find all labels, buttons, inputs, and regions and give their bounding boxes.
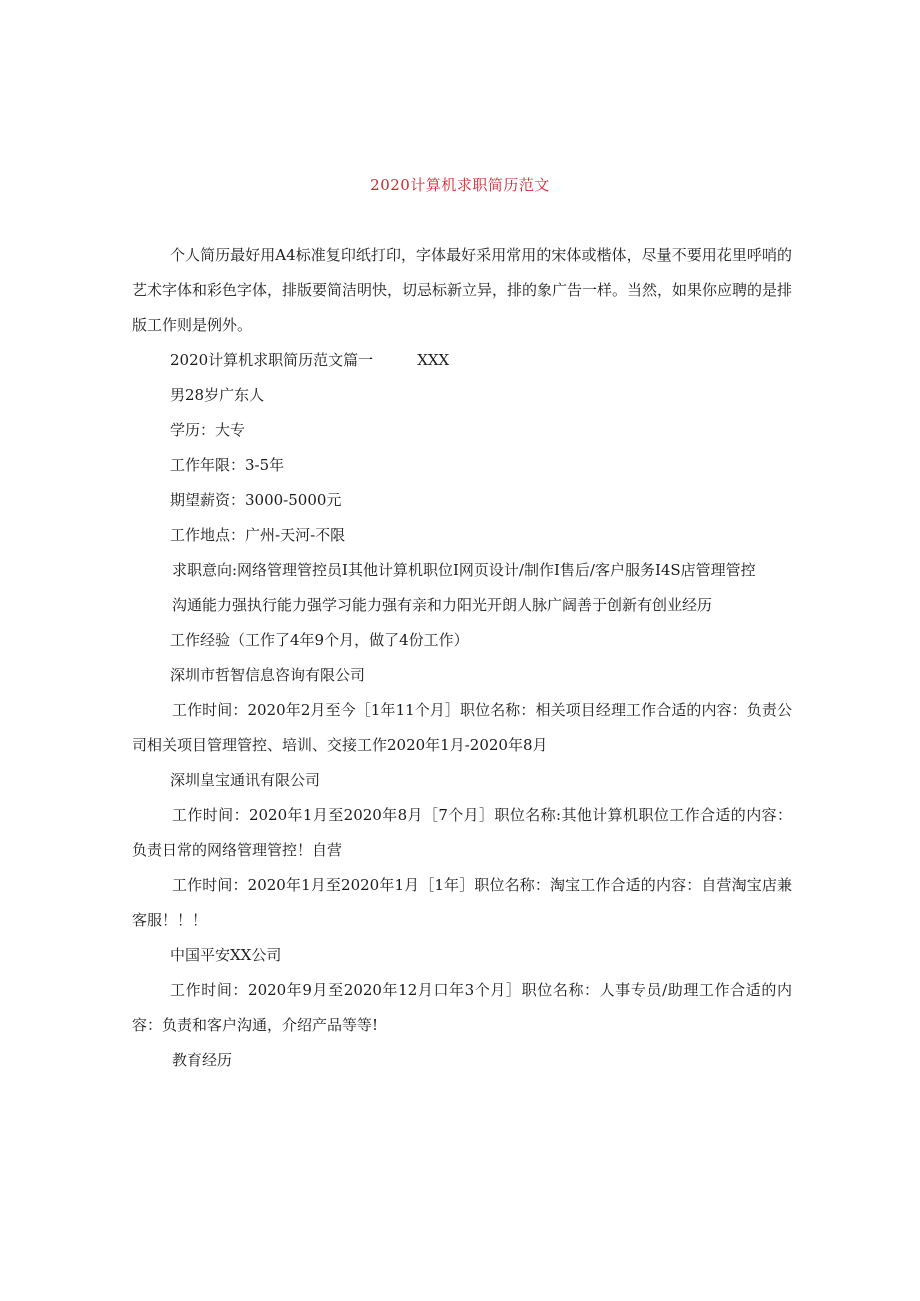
job-1: 工作时间：2020年2月至今［1年11个月］职位名称：相关项目经理工作合适的内容：负责公司相关项目管理管控、培训、交接工作2020年1月-2020年8月 xyxy=(132,701,792,754)
job-2: 工作时间：2020年1月至2020年8月［7个月］职位名称:其他计算机职位工作合适的内容：负责日常的网络管理管控！自营 xyxy=(132,806,792,859)
job-intent: 求职意向:网络管理管控员I其他计算机职位I网页设计/制作I售后/客户服务I4S店管理管控 xyxy=(172,561,756,579)
section-title: 2020计算机求职简历范文篇一 xyxy=(170,351,374,369)
work-years: 工作年限：3-5年 xyxy=(170,456,285,474)
work-location: 工作地点：广州-天河-不限 xyxy=(170,526,346,544)
education-heading: 教育经历 xyxy=(172,1051,233,1069)
education-level: 学历：大专 xyxy=(170,421,246,439)
job-4: 工作时间：2020年9月至2020年12月口年3个月］职位名称：人事专员/助理工作合适的内容：负责和客户沟通，介绍产品等等! xyxy=(132,981,792,1034)
company-3: 中国平安XX公司 xyxy=(170,946,282,964)
experience-summary: 工作经验（工作了4年9个月，做了4份工作） xyxy=(170,631,469,649)
applicant-name: XXX xyxy=(417,351,450,369)
company-2: 深圳皇宝通讯有限公司 xyxy=(170,771,321,789)
document-title: 2020计算机求职简历范文 xyxy=(370,176,550,194)
job-3: 工作时间：2020年1月至2020年1月［1年］职位名称：淘宝工作合适的内容：自营淘宝店兼客服！！！ xyxy=(132,876,792,929)
company-1: 深圳市哲智信息咨询有限公司 xyxy=(170,666,366,684)
section-title-line xyxy=(132,343,792,378)
strengths: 沟通能力强执行能力强学习能力强有亲和力阳光开朗人脉广阔善于创新有创业经历 xyxy=(172,596,713,614)
expected-salary: 期望薪资：3000-5000元 xyxy=(170,491,342,509)
basic-info: 男28岁广东人 xyxy=(170,386,265,404)
intro-paragraph: 个人简历最好用A4标准复印纸打印，字体最好采用常用的宋体或楷体，尽量不要用花里呼哨的艺术字体和彩色字体，排版要简洁明快，切忌标新立异，排的象广告一样。当然，如果你应聘的是排版工作则是例外。 xyxy=(132,246,793,334)
document-body xyxy=(132,238,792,1078)
